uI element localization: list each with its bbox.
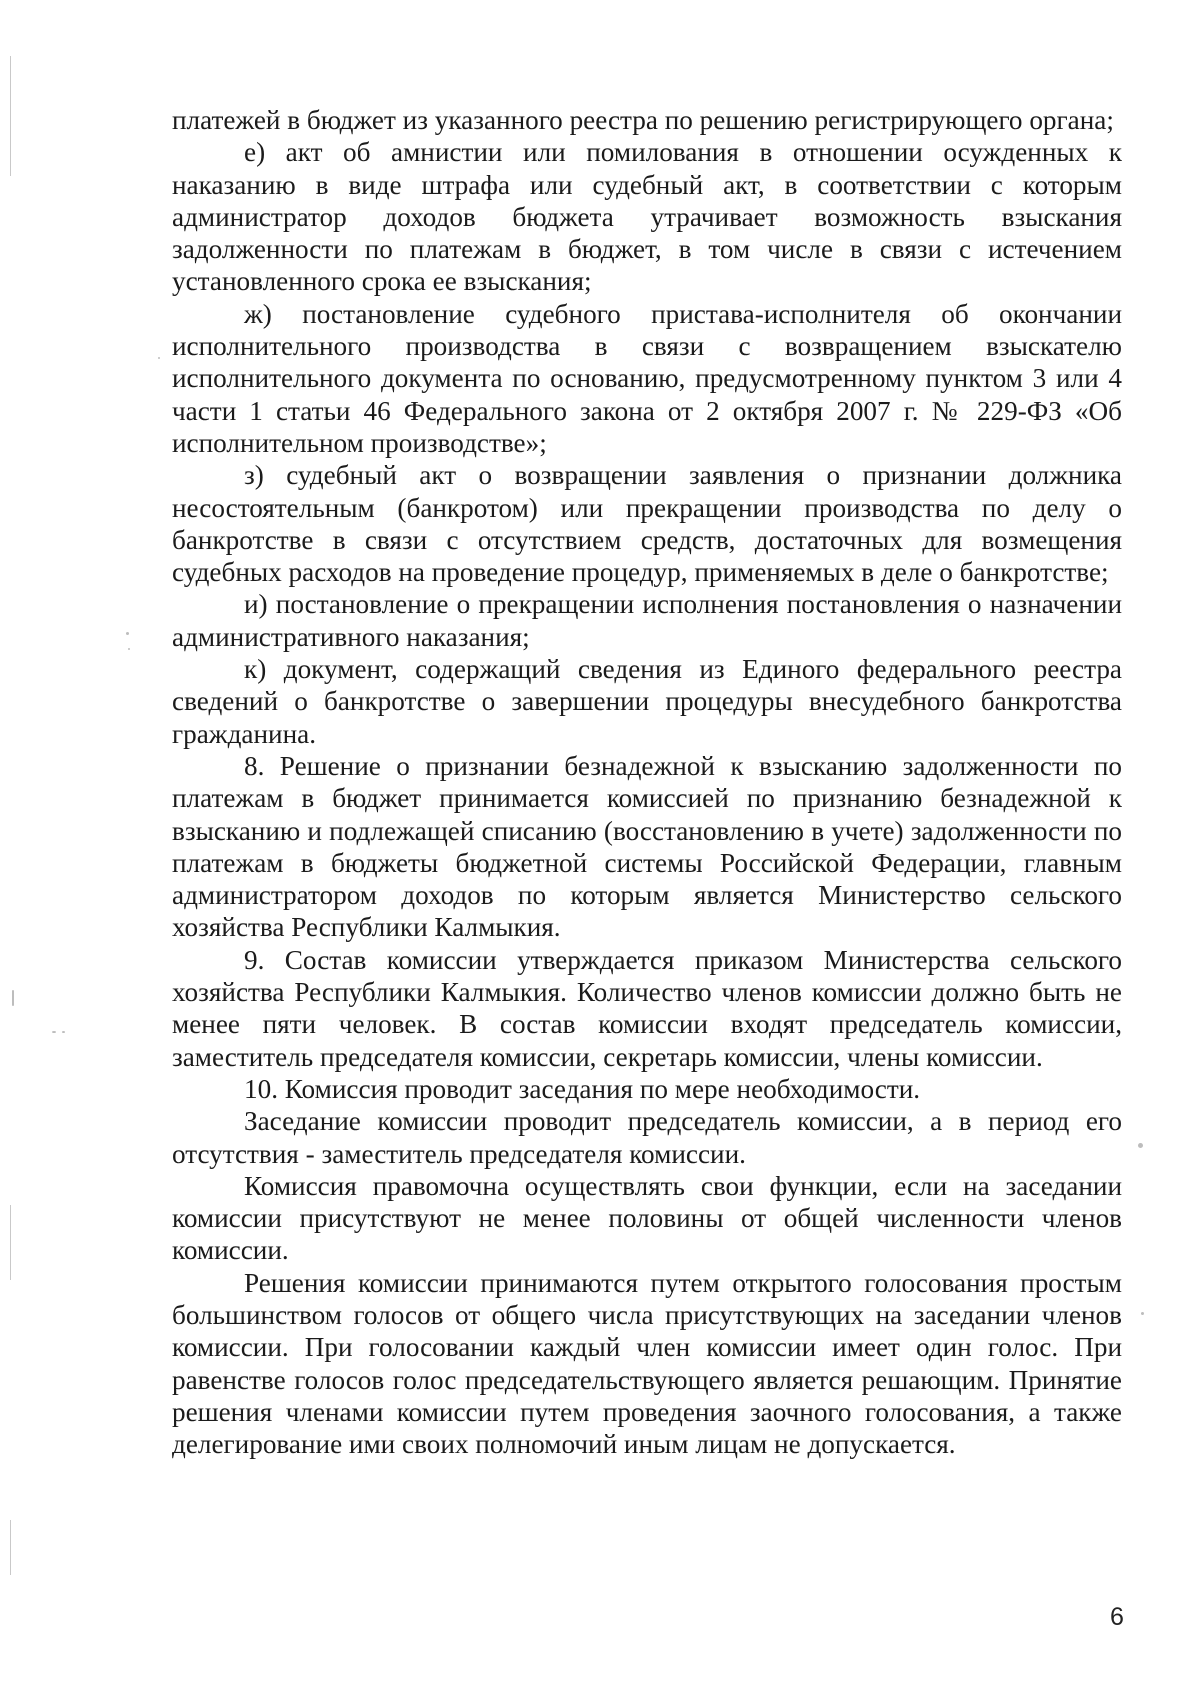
- scan-artifact-line: [10, 56, 11, 176]
- scan-artifact-speck: [62, 1031, 65, 1033]
- paragraph-item-i: и) постановление о прекращении исполнения постановления о назначении административного наказания;: [172, 589, 1122, 652]
- paragraph-registry-continuation: платежей в бюджет из указанного реестра по решению регистрирующего органа;: [172, 105, 1114, 135]
- paragraph-meeting-chair: Заседание комиссии проводит председатель комиссии, а в период его отсутствия - заместитель председателя комиссии.: [172, 1106, 1122, 1169]
- scan-artifact-speck: [158, 357, 160, 359]
- scan-artifact-speck: [52, 1031, 56, 1033]
- scan-artifact-speck: [1138, 1143, 1143, 1148]
- scan-artifact-speck: [1141, 1312, 1144, 1315]
- scan-artifact-speck: [128, 648, 130, 650]
- scan-artifact-line: [10, 1520, 11, 1575]
- paragraph-voting: Решения комиссии принимаются путем открытого голосования простым большинством голосов от общего числа присутствующих на заседании членов комиссии. При голосовании каждый член комиссии имеет один голос. При равенстве голосов голос председательствующего является решающим. Принятие решения членами комиссии путем проведения заочного голосования, а также делегирование ими своих полномочий иным лицам не допускается.: [172, 1267, 1122, 1460]
- paragraph-item-k: к) документ, содержащий сведения из Единого федерального реестра сведений о банкротстве о завершении процедуры внесудебного банкротства гражданина.: [172, 654, 1122, 749]
- page-number: 6: [1110, 1603, 1124, 1631]
- document-body: [172, 104, 1122, 1460]
- paragraph-clause-8: 8. Решение о признании безнадежной к взысканию задолженности по платежам в бюджет принимается комиссией по признанию безнадежной к взысканию и подлежащей списанию (восстановлению в учете) задолженности по платежам в бюджеты бюджетной системы Российской Федерации, главным администратором доходов по которым является Министерство сельского хозяйства Республики Калмыкия.: [172, 750, 1122, 943]
- paragraph-item-zh: ж) постановление судебного пристава-исполнителя об окончании исполнительного производства в связи с возвращением взыскателю исполнительного документа по основанию, предусмотренному пунктом 3 или 4 части 1 статьи 46 Федерального закона от 2 октября 2007 г. № 229-ФЗ «Об исполнительном производстве»;: [172, 298, 1122, 458]
- scan-artifact-speck: [126, 632, 129, 635]
- paragraph-item-e: е) акт об амнистии или помилования в отношении осужденных к наказанию в виде штрафа или судебный акт, в соответствии с которым администратор доходов бюджета утрачивает возможность взыскания задолженности по платежам в бюджет, в том числе в связи с истечением установленного срока ее взыскания;: [172, 137, 1122, 297]
- paragraph-item-z: з) судебный акт о возвращении заявления о признании должника несостоятельным (банкротом) или прекращении производства по делу о банкротстве в связи с отсутствием средств, достаточных для возмещения судебных расходов на проведение процедур, применяемых в деле о банкротстве;: [172, 460, 1122, 588]
- paragraph-clause-10: 10. Комиссия проводит заседания по мере необходимости.: [244, 1073, 921, 1104]
- paragraph-clause-9: 9. Состав комиссии утверждается приказом Министерства сельского хозяйства Республики Калмыкия. Количество членов комиссии должно быть не менее пяти человек. В состав комиссии входят председатель комиссии, заместитель председателя комиссии, секретарь комиссии, члены комиссии.: [172, 944, 1122, 1072]
- paragraph-quorum: Комиссия правомочна осуществлять свои функции, если на заседании комиссии присутствуют не менее половины от общей численности членов комиссии.: [172, 1170, 1122, 1266]
- scan-artifact-speck: [12, 990, 14, 1006]
- scan-artifact-line: [10, 1205, 11, 1280]
